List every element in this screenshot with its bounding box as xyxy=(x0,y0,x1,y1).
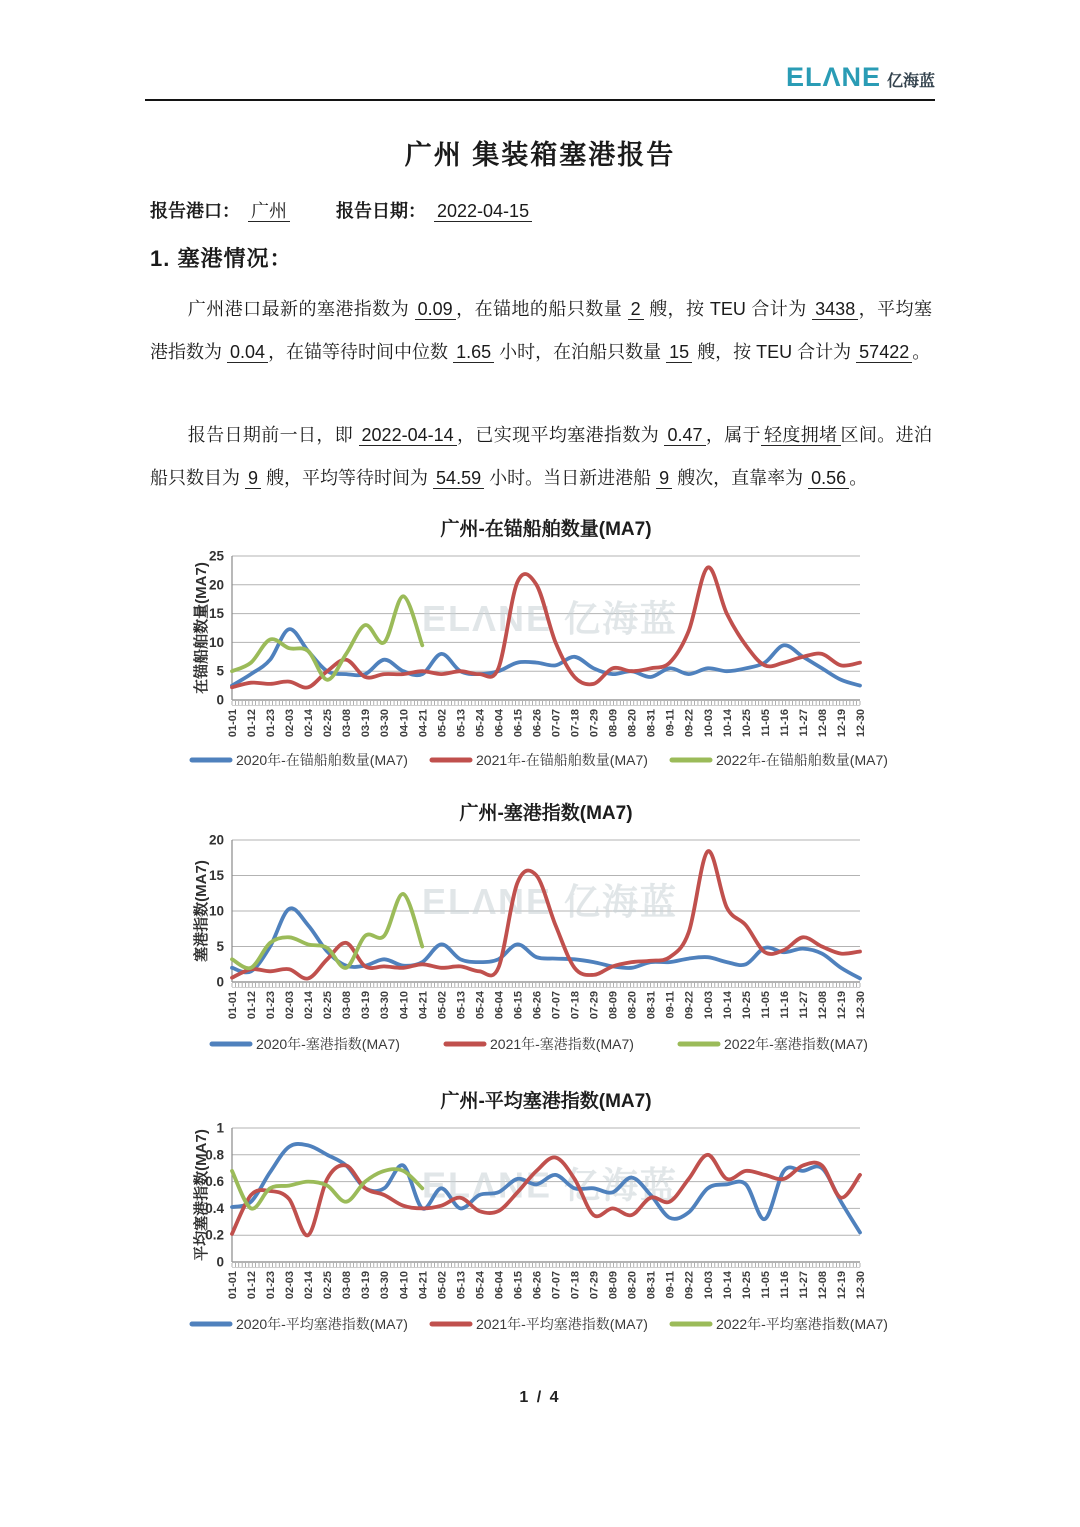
svg-text:07-29: 07-29 xyxy=(588,1271,601,1300)
svg-text:07-07: 07-07 xyxy=(550,1271,563,1300)
svg-text:01-12: 01-12 xyxy=(246,1271,259,1300)
svg-text:02-14: 02-14 xyxy=(303,991,316,1020)
svg-text:02-14: 02-14 xyxy=(303,1271,316,1300)
y-axis-title: 平均塞港指数(MA7) xyxy=(193,1129,210,1261)
header-rule xyxy=(145,99,935,101)
svg-text:07-18: 07-18 xyxy=(569,1271,582,1300)
svg-text:05-13: 05-13 xyxy=(455,709,468,738)
elane-logo xyxy=(786,62,935,93)
legend-label: 2020年-塞港指数(MA7) xyxy=(256,1036,400,1052)
svg-text:03-19: 03-19 xyxy=(360,709,373,738)
x-axis xyxy=(227,556,867,737)
svg-text:09-11: 09-11 xyxy=(664,1271,677,1299)
svg-text:0.8: 0.8 xyxy=(205,1147,224,1163)
paragraph-congestion-latest xyxy=(150,288,932,374)
svg-text:1: 1 xyxy=(216,1120,224,1136)
text-run: 艘，平均等待时间为 xyxy=(261,468,434,488)
svg-text:02-25: 02-25 xyxy=(322,709,335,738)
svg-text:06-04: 06-04 xyxy=(493,709,506,738)
svg-text:08-20: 08-20 xyxy=(626,991,639,1020)
elane-logo-wordmark: ELΛNE xyxy=(785,62,881,92)
chart-title: 广州-塞港指数(MA7) xyxy=(459,803,633,824)
elane-watermark: ELΛNE 亿海蓝 xyxy=(421,1164,679,1206)
underlined-value: 0.04 xyxy=(227,342,268,363)
underlined-value: 9 xyxy=(245,468,261,489)
text-run: 区间。进泊船只数目为 xyxy=(150,425,933,488)
svg-text:05-02: 05-02 xyxy=(436,709,449,738)
text-run: ，在锚地的船只数量 xyxy=(455,299,628,319)
svg-text:12-30: 12-30 xyxy=(855,1271,867,1300)
svg-text:03-19: 03-19 xyxy=(360,1271,373,1300)
svg-text:11-27: 11-27 xyxy=(797,991,810,1019)
underlined-value: 0.09 xyxy=(415,299,456,320)
svg-text:15: 15 xyxy=(208,606,224,622)
svg-text:05-02: 05-02 xyxy=(436,991,449,1020)
svg-text:06-15: 06-15 xyxy=(512,991,525,1020)
text-run: 艘，按 TEU 合计为 xyxy=(692,342,857,362)
svg-text:04-21: 04-21 xyxy=(417,1271,430,1300)
svg-text:0.4: 0.4 xyxy=(205,1200,224,1216)
svg-text:10-25: 10-25 xyxy=(740,1271,753,1300)
underlined-value: 轻度拥堵 xyxy=(761,425,841,446)
text-run: 小时，在泊船只数量 xyxy=(494,342,667,362)
svg-text:06-26: 06-26 xyxy=(531,991,544,1020)
svg-text:0: 0 xyxy=(216,1254,224,1270)
svg-text:10: 10 xyxy=(208,634,224,650)
elane-watermark: ELΛNE 亿海蓝 xyxy=(421,880,679,922)
legend-label: 2022年-塞港指数(MA7) xyxy=(724,1036,868,1052)
svg-text:09-22: 09-22 xyxy=(683,709,696,738)
text-run: ，属于 xyxy=(705,425,762,445)
report-meta xyxy=(150,196,532,226)
port-label: 报告港口： xyxy=(150,201,240,221)
svg-text:02-25: 02-25 xyxy=(322,1271,335,1300)
chart-canvas-1 xyxy=(140,792,940,1070)
svg-text:08-09: 08-09 xyxy=(607,709,620,738)
svg-text:01-01: 01-01 xyxy=(227,991,239,1020)
chart-canvas-2 xyxy=(140,1080,940,1358)
legend-label: 2021年-塞港指数(MA7) xyxy=(490,1036,634,1052)
svg-text:09-11: 09-11 xyxy=(664,709,677,737)
svg-text:09-11: 09-11 xyxy=(664,991,677,1019)
legend-label: 2021年-在锚船舶数量(MA7) xyxy=(476,752,648,768)
svg-text:11-05: 11-05 xyxy=(759,709,772,737)
svg-text:03-30: 03-30 xyxy=(379,709,392,738)
x-axis xyxy=(227,840,867,1019)
chart-title: 广州-平均塞港指数(MA7) xyxy=(440,1091,652,1112)
svg-text:12-30: 12-30 xyxy=(855,709,867,738)
svg-text:11-16: 11-16 xyxy=(778,1271,791,1299)
text-run: 艘次，直靠率为 xyxy=(672,468,809,488)
chart-legend xyxy=(212,1036,868,1052)
svg-text:02-03: 02-03 xyxy=(284,991,297,1020)
text-run: ，在锚等待时间中位数 xyxy=(268,342,454,362)
svg-text:01-01: 01-01 xyxy=(227,1271,239,1300)
svg-text:05-24: 05-24 xyxy=(474,1271,487,1300)
svg-text:10-03: 10-03 xyxy=(702,709,715,738)
chart-canvas-0 xyxy=(140,508,940,786)
svg-text:25: 25 xyxy=(208,548,224,564)
svg-text:0: 0 xyxy=(216,974,224,990)
svg-text:11-27: 11-27 xyxy=(797,1271,810,1299)
underlined-value: 54.59 xyxy=(433,468,484,489)
text-run: 广州港口最新的塞港指数为 xyxy=(187,299,415,319)
chart-legend xyxy=(192,752,888,768)
svg-text:11-27: 11-27 xyxy=(797,709,810,737)
legend-label: 2022年-在锚船舶数量(MA7) xyxy=(716,752,888,768)
svg-text:04-10: 04-10 xyxy=(398,1271,411,1300)
svg-text:09-22: 09-22 xyxy=(683,991,696,1020)
svg-text:02-03: 02-03 xyxy=(284,1271,297,1300)
legend-label: 2021年-平均塞港指数(MA7) xyxy=(476,1316,648,1332)
svg-text:08-31: 08-31 xyxy=(645,991,658,1020)
svg-text:10-14: 10-14 xyxy=(721,1271,734,1300)
svg-text:02-14: 02-14 xyxy=(303,709,316,738)
svg-text:10-03: 10-03 xyxy=(702,991,715,1020)
svg-text:11-05: 11-05 xyxy=(759,991,772,1019)
svg-text:03-08: 03-08 xyxy=(341,709,354,738)
svg-text:0.2: 0.2 xyxy=(205,1227,224,1243)
svg-text:04-10: 04-10 xyxy=(398,709,411,738)
svg-text:01-12: 01-12 xyxy=(246,991,259,1020)
svg-text:07-18: 07-18 xyxy=(569,991,582,1020)
svg-text:02-25: 02-25 xyxy=(322,991,335,1020)
svg-text:07-07: 07-07 xyxy=(550,709,563,738)
svg-text:04-10: 04-10 xyxy=(398,991,411,1020)
svg-text:09-22: 09-22 xyxy=(683,1271,696,1300)
y-axis-title: 塞港指数(MA7) xyxy=(193,860,210,962)
chart-title: 广州-在锚船舶数量(MA7) xyxy=(440,519,652,540)
text-run: 小时。当日新进港船 xyxy=(484,468,657,488)
paragraph-congestion-previous-day xyxy=(150,414,932,500)
chart-average-congestion-index xyxy=(140,1080,940,1358)
svg-text:07-29: 07-29 xyxy=(588,709,601,738)
svg-text:12-19: 12-19 xyxy=(835,709,848,738)
text-run: 。 xyxy=(912,342,931,362)
svg-text:10-25: 10-25 xyxy=(740,991,753,1020)
page-title: 广州 集装箱塞港报告 xyxy=(404,140,676,170)
svg-text:06-26: 06-26 xyxy=(531,709,544,738)
underlined-value: 2 xyxy=(628,299,644,320)
date-value: 2022-04-15 xyxy=(434,201,532,222)
svg-text:5: 5 xyxy=(216,663,224,679)
svg-text:05-02: 05-02 xyxy=(436,1271,449,1300)
svg-text:07-07: 07-07 xyxy=(550,991,563,1020)
underlined-value: 3438 xyxy=(812,299,858,320)
svg-text:10: 10 xyxy=(208,903,224,919)
elane-logo-chinese: 亿海蓝 xyxy=(886,73,935,90)
underlined-value: 0.56 xyxy=(808,468,849,489)
svg-text:11-16: 11-16 xyxy=(778,709,791,737)
underlined-value: 0.47 xyxy=(664,425,705,446)
svg-text:11-05: 11-05 xyxy=(759,1271,772,1299)
text-run: 艘，按 TEU 合计为 xyxy=(643,299,813,319)
legend-label: 2020年-在锚船舶数量(MA7) xyxy=(236,752,408,768)
chart-anchored-ship-count xyxy=(140,508,940,786)
y-axis-title: 在锚船舶数量(MA7) xyxy=(193,562,210,694)
section-heading: 1. 塞港情况： xyxy=(150,246,293,271)
svg-text:12-19: 12-19 xyxy=(835,991,848,1020)
port-value: 广州 xyxy=(248,201,290,222)
svg-text:06-26: 06-26 xyxy=(531,1271,544,1300)
svg-text:04-21: 04-21 xyxy=(417,991,430,1020)
svg-text:07-18: 07-18 xyxy=(569,709,582,738)
svg-text:10-03: 10-03 xyxy=(702,1271,715,1300)
underlined-value: 2022-04-14 xyxy=(359,425,457,446)
svg-text:03-30: 03-30 xyxy=(379,1271,392,1300)
svg-text:12-30: 12-30 xyxy=(855,991,867,1020)
svg-text:12-19: 12-19 xyxy=(835,1271,848,1300)
svg-text:05-13: 05-13 xyxy=(455,991,468,1020)
svg-text:01-12: 01-12 xyxy=(246,709,259,738)
chart-congestion-index xyxy=(140,792,940,1070)
svg-text:03-30: 03-30 xyxy=(379,991,392,1020)
svg-text:05-13: 05-13 xyxy=(455,1271,468,1300)
underlined-value: 15 xyxy=(666,342,692,363)
svg-text:01-23: 01-23 xyxy=(265,1271,278,1300)
svg-text:08-09: 08-09 xyxy=(607,1271,620,1300)
svg-text:10-14: 10-14 xyxy=(721,991,734,1020)
underlined-value: 9 xyxy=(656,468,672,489)
svg-text:06-15: 06-15 xyxy=(512,1271,525,1300)
underlined-value: 57422 xyxy=(856,342,912,363)
svg-text:01-23: 01-23 xyxy=(265,991,278,1020)
legend-label: 2022年-平均塞港指数(MA7) xyxy=(716,1316,888,1332)
page-number: 1 / 4 xyxy=(519,1389,561,1406)
svg-text:01-01: 01-01 xyxy=(227,709,239,738)
svg-text:08-20: 08-20 xyxy=(626,709,639,738)
text-run: ，平均塞港指数为 xyxy=(150,299,932,362)
date-label: 报告日期： xyxy=(336,201,426,221)
svg-text:06-04: 06-04 xyxy=(493,1271,506,1300)
text-run: 报告日期前一日，即 xyxy=(187,425,359,445)
svg-text:08-31: 08-31 xyxy=(645,709,658,738)
svg-text:10-14: 10-14 xyxy=(721,709,734,738)
svg-text:06-04: 06-04 xyxy=(493,991,506,1020)
svg-text:20: 20 xyxy=(208,832,224,848)
svg-text:10-25: 10-25 xyxy=(740,709,753,738)
svg-text:01-23: 01-23 xyxy=(265,709,278,738)
svg-text:5: 5 xyxy=(216,939,224,954)
svg-text:07-29: 07-29 xyxy=(588,991,601,1020)
underlined-value: 1.65 xyxy=(453,342,494,363)
svg-text:03-08: 03-08 xyxy=(341,1271,354,1300)
svg-text:05-24: 05-24 xyxy=(474,709,487,738)
svg-text:11-16: 11-16 xyxy=(778,991,791,1019)
svg-text:20: 20 xyxy=(208,577,224,593)
svg-text:12-08: 12-08 xyxy=(816,991,829,1020)
svg-text:12-08: 12-08 xyxy=(816,709,829,738)
svg-text:03-08: 03-08 xyxy=(341,991,354,1020)
svg-text:08-09: 08-09 xyxy=(607,991,620,1020)
text-run: ，已实现平均塞港指数为 xyxy=(456,425,665,445)
text-run: 。 xyxy=(849,468,868,488)
svg-text:03-19: 03-19 xyxy=(360,991,373,1020)
svg-text:02-03: 02-03 xyxy=(284,709,297,738)
legend-label: 2020年-平均塞港指数(MA7) xyxy=(236,1316,408,1332)
svg-text:0: 0 xyxy=(216,692,224,708)
chart-legend xyxy=(192,1316,888,1332)
svg-text:0.6: 0.6 xyxy=(205,1174,224,1190)
svg-text:12-08: 12-08 xyxy=(816,1271,829,1300)
svg-text:15: 15 xyxy=(208,868,224,883)
elane-watermark: ELΛNE 亿海蓝 xyxy=(421,597,679,639)
svg-text:08-31: 08-31 xyxy=(645,1271,658,1300)
svg-text:08-20: 08-20 xyxy=(626,1271,639,1300)
svg-text:04-21: 04-21 xyxy=(417,709,430,738)
svg-text:05-24: 05-24 xyxy=(474,991,487,1020)
svg-text:06-15: 06-15 xyxy=(512,709,525,738)
